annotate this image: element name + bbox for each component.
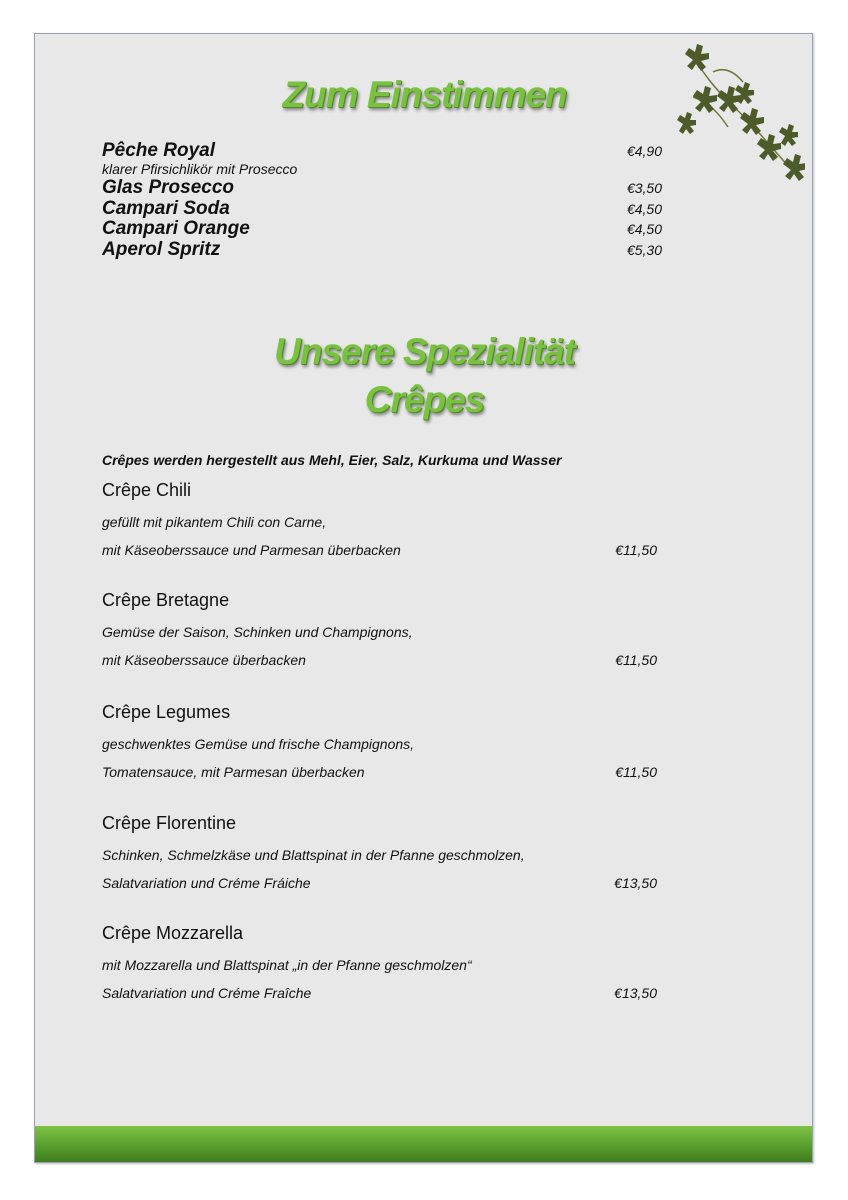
dish-description: mit Käseoberssauce überbacken bbox=[102, 652, 306, 668]
dish-description: Salatvariation und Créme Fraîche bbox=[102, 985, 312, 1001]
drink-price: €4,50 bbox=[626, 201, 662, 217]
dish-price: €11,50 bbox=[615, 652, 657, 668]
section-heading-crepes bbox=[35, 328, 814, 424]
dish-description: mit Mozzarella und Blattspinat „in der Pfanne geschmolzen“ bbox=[102, 957, 472, 973]
dish-title: Crêpe Mozzarella bbox=[102, 923, 244, 943]
dish-description: gefüllt mit pikantem Chili con Carne, bbox=[102, 514, 327, 530]
drink-item bbox=[102, 219, 662, 239]
drink-item bbox=[102, 199, 662, 219]
heading-line: Unsere Spezialität bbox=[274, 331, 575, 372]
dish-description: mit Käseoberssauce und Parmesan überbacken bbox=[102, 542, 401, 558]
dish-description: Schinken, Schmelzkäse und Blattspinat in der Pfanne geschmolzen, bbox=[102, 847, 525, 863]
drink-item bbox=[102, 240, 662, 260]
drink-name: Campari Orange bbox=[102, 218, 250, 239]
drink-price: €4,50 bbox=[626, 221, 662, 237]
menu-page bbox=[34, 33, 813, 1163]
dish-description: Salatvariation und Créme Fráiche bbox=[102, 875, 311, 891]
dish-item bbox=[102, 700, 657, 786]
heading-line: Crêpes bbox=[364, 379, 485, 420]
ivy-leaves-icon bbox=[673, 42, 805, 192]
drink-description: klarer Pfirsichlikör mit Prosecco bbox=[102, 161, 298, 177]
drink-item bbox=[102, 178, 662, 198]
crepes-intro: Crêpes werden hergestellt aus Mehl, Eier, Salz, Kurkuma und Wasser bbox=[102, 452, 562, 468]
footer-bar bbox=[35, 1126, 812, 1162]
dish-title: Crêpe Bretagne bbox=[102, 590, 230, 610]
drink-price: €3,50 bbox=[626, 180, 662, 196]
drink-price: €5,30 bbox=[626, 242, 662, 258]
drink-price: €4,90 bbox=[626, 143, 662, 159]
dish-description-line bbox=[102, 869, 657, 897]
dish-price: €13,50 bbox=[614, 875, 657, 891]
dish-description: Gemüse der Saison, Schinken und Champignons, bbox=[102, 624, 413, 640]
dish-price: €11,50 bbox=[615, 542, 657, 558]
dish-title: Crêpe Chili bbox=[102, 480, 192, 500]
dish-description-line bbox=[102, 646, 657, 674]
dish-description-line bbox=[102, 536, 657, 564]
dish-item bbox=[102, 921, 657, 1007]
dish-title: Crêpe Legumes bbox=[102, 702, 231, 722]
dish-description: Tomatensauce, mit Parmesan überbacken bbox=[102, 764, 365, 780]
dish-title: Crêpe Florentine bbox=[102, 813, 237, 833]
dish-item bbox=[102, 588, 657, 674]
dish-item bbox=[102, 478, 657, 564]
dish-description-line bbox=[102, 979, 657, 1007]
drink-name: Campari Soda bbox=[102, 198, 230, 219]
section-heading-aperitif: Zum Einstimmen bbox=[282, 74, 567, 115]
drink-item bbox=[102, 141, 662, 177]
dish-description-line bbox=[102, 758, 657, 786]
drink-name: Aperol Spritz bbox=[102, 239, 221, 260]
dish-item bbox=[102, 811, 657, 897]
dish-description: geschwenktes Gemüse und frische Champignons, bbox=[102, 736, 415, 752]
dish-price: €13,50 bbox=[614, 985, 657, 1001]
drink-name: Pêche Royal bbox=[102, 140, 215, 161]
dish-price: €11,50 bbox=[615, 764, 657, 780]
drink-name: Glas Prosecco bbox=[102, 177, 235, 198]
